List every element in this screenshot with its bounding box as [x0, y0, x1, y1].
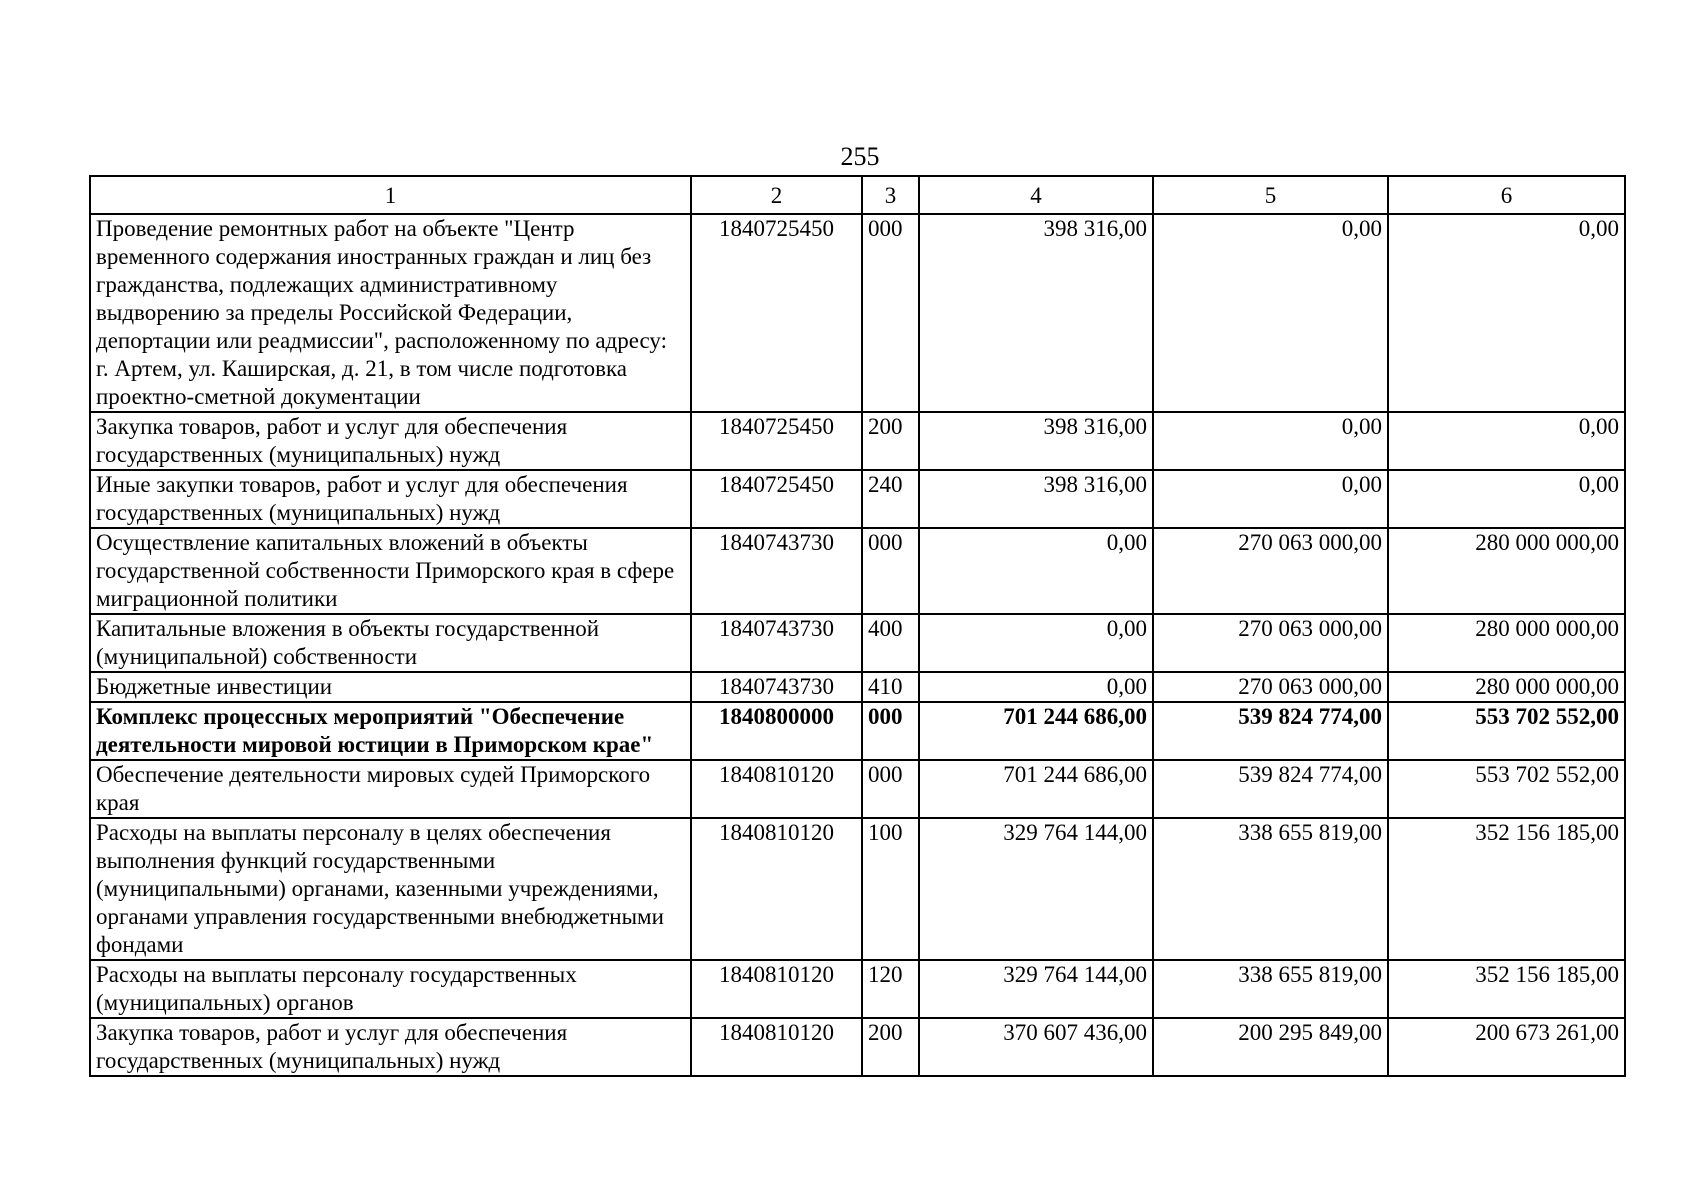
row-expense-type-code: 400 [862, 614, 919, 672]
row-target-article-code: 1840810120 [691, 818, 862, 960]
row-name: Осуществление капитальных вложений в объекты государственной собственности Приморского края в сфере миграционной политики [90, 528, 691, 614]
row-amount-col5: 539 824 774,00 [1153, 702, 1388, 760]
row-amount-col5: 539 824 774,00 [1153, 760, 1388, 818]
table-row [90, 818, 1625, 960]
budget-table [89, 175, 1626, 1077]
row-amount-col4: 329 764 144,00 [919, 960, 1153, 1018]
row-amount-col6: 280 000 000,00 [1388, 672, 1625, 702]
row-amount-col4: 701 244 686,00 [919, 760, 1153, 818]
table-row [90, 614, 1625, 672]
row-name: Комплекс процессных мероприятий "Обеспечение деятельности мировой юстиции в Приморском крае" [90, 702, 691, 760]
row-amount-col4: 0,00 [919, 614, 1153, 672]
row-expense-type-code: 410 [862, 672, 919, 702]
row-amount-col5: 270 063 000,00 [1153, 672, 1388, 702]
row-name: Расходы на выплаты персоналу государственных (муниципальных) органов [90, 960, 691, 1018]
row-target-article-code: 1840743730 [691, 614, 862, 672]
table-row [90, 760, 1625, 818]
row-amount-col6: 280 000 000,00 [1388, 614, 1625, 672]
row-target-article-code: 1840810120 [691, 1018, 862, 1076]
row-amount-col4: 398 316,00 [919, 214, 1153, 412]
row-amount-col4: 398 316,00 [919, 412, 1153, 470]
row-amount-col5: 338 655 819,00 [1153, 818, 1388, 960]
row-amount-col5: 0,00 [1153, 412, 1388, 470]
table-header-row [90, 176, 1625, 214]
table-row-section-heading [90, 702, 1625, 760]
row-amount-col4: 0,00 [919, 672, 1153, 702]
table-row [90, 470, 1625, 528]
table-row [90, 1018, 1625, 1076]
row-name: Капитальные вложения в объекты государственной (муниципальной) собственности [90, 614, 691, 672]
header-cell: 2 [691, 176, 862, 214]
row-expense-type-code: 200 [862, 412, 919, 470]
table-row [90, 412, 1625, 470]
row-amount-col5: 200 295 849,00 [1153, 1018, 1388, 1076]
row-name: Бюджетные инвестиции [90, 672, 691, 702]
row-amount-col6: 553 702 552,00 [1388, 760, 1625, 818]
row-amount-col6: 352 156 185,00 [1388, 818, 1625, 960]
table-row [90, 528, 1625, 614]
page-number: 255 [840, 142, 880, 171]
row-name: Закупка товаров, работ и услуг для обеспечения государственных (муниципальных) нужд [90, 412, 691, 470]
row-name: Закупка товаров, работ и услуг для обеспечения государственных (муниципальных) нужд [90, 1018, 691, 1076]
header-cell: 4 [919, 176, 1153, 214]
row-amount-col5: 338 655 819,00 [1153, 960, 1388, 1018]
row-name: Иные закупки товаров, работ и услуг для обеспечения государственных (муниципальных) нужд [90, 470, 691, 528]
row-amount-col5: 270 063 000,00 [1153, 614, 1388, 672]
row-target-article-code: 1840810120 [691, 960, 862, 1018]
row-amount-col6: 0,00 [1388, 412, 1625, 470]
row-amount-col6: 0,00 [1388, 214, 1625, 412]
row-target-article-code: 1840743730 [691, 528, 862, 614]
row-amount-col4: 0,00 [919, 528, 1153, 614]
row-expense-type-code: 000 [862, 214, 919, 412]
header-cell: 6 [1388, 176, 1625, 214]
row-amount-col5: 270 063 000,00 [1153, 528, 1388, 614]
row-expense-type-code: 000 [862, 760, 919, 818]
row-amount-col6: 553 702 552,00 [1388, 702, 1625, 760]
row-amount-col6: 200 673 261,00 [1388, 1018, 1625, 1076]
row-target-article-code: 1840810120 [691, 760, 862, 818]
header-cell: 5 [1153, 176, 1388, 214]
row-amount-col4: 398 316,00 [919, 470, 1153, 528]
header-cell: 1 [90, 176, 691, 214]
row-amount-col6: 280 000 000,00 [1388, 528, 1625, 614]
table-row [90, 960, 1625, 1018]
row-target-article-code: 1840800000 [691, 702, 862, 760]
row-name: Проведение ремонтных работ на объекте "Центр временного содержания иностранных граждан и лиц без гражданства, подлежащих административному выдворению за пределы Российской Федерации, депортации или реадмиссии", расположенному по адресу: г. Артем, ул. Каширская, д. 21, в том числе подготовка проектно-сметной документации [90, 214, 691, 412]
row-amount-col4: 701 244 686,00 [919, 702, 1153, 760]
row-target-article-code: 1840725450 [691, 412, 862, 470]
row-target-article-code: 1840743730 [691, 672, 862, 702]
row-name: Расходы на выплаты персоналу в целях обеспечения выполнения функций государственными (муниципальными) органами, казенными учреждениями, органами управления государственными внебюджетными фондами [90, 818, 691, 960]
row-expense-type-code: 000 [862, 702, 919, 760]
row-amount-col5: 0,00 [1153, 470, 1388, 528]
row-expense-type-code: 000 [862, 528, 919, 614]
row-target-article-code: 1840725450 [691, 470, 862, 528]
row-amount-col6: 352 156 185,00 [1388, 960, 1625, 1018]
row-expense-type-code: 240 [862, 470, 919, 528]
table-row [90, 672, 1625, 702]
row-amount-col5: 0,00 [1153, 214, 1388, 412]
row-amount-col4: 370 607 436,00 [919, 1018, 1153, 1076]
row-target-article-code: 1840725450 [691, 214, 862, 412]
row-expense-type-code: 100 [862, 818, 919, 960]
table-row [90, 214, 1625, 412]
row-amount-col4: 329 764 144,00 [919, 818, 1153, 960]
row-amount-col6: 0,00 [1388, 470, 1625, 528]
row-expense-type-code: 120 [862, 960, 919, 1018]
row-name: Обеспечение деятельности мировых судей Приморского края [90, 760, 691, 818]
header-cell: 3 [862, 176, 919, 214]
row-expense-type-code: 200 [862, 1018, 919, 1076]
